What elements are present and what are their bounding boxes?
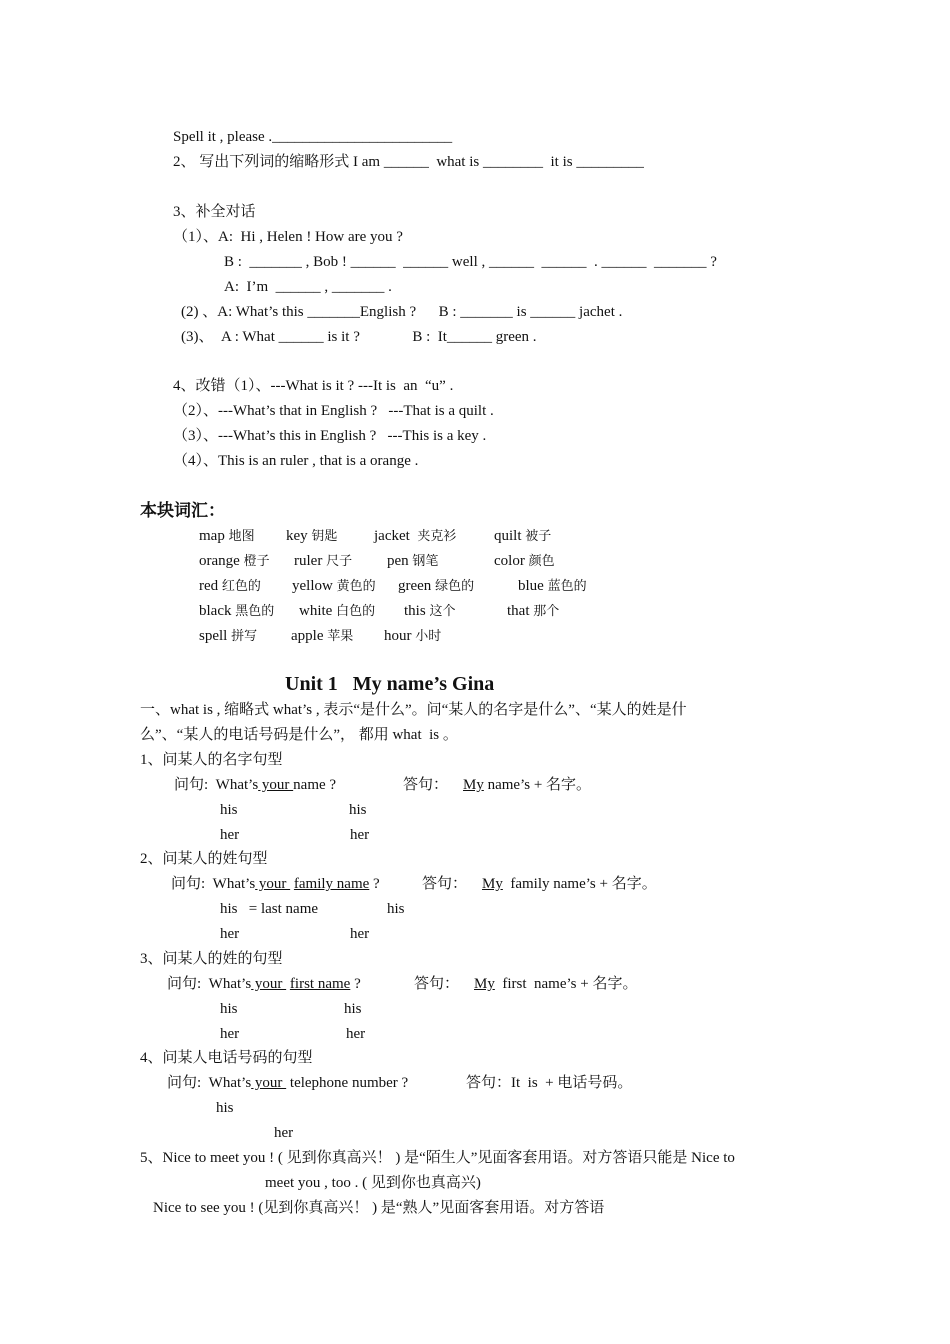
section-2-answer: 答句： My family name’s + 名字。 [422,876,657,892]
section-5-line-2: meet you , too . ( 见到你也真高兴) [265,1175,481,1191]
section-1-alt-his-answer: his [349,802,367,818]
section-2-heading: 2、问某人的姓句型 [140,851,268,867]
section-2-alt-his: his = last name [220,901,319,917]
correction-1: 4、改错（1）、---What is it ? ---It is an “u” . [173,378,454,394]
unit-intro-line-1: 一、what is , 缩略式 what’s , 表示“是什么”。问“某人的名字是什么”、“某人的姓是什 [140,702,687,718]
vocab-word: green 绿色的 [398,578,475,594]
section-4-question: 问句: What’s your telephone number ? [167,1075,409,1091]
spell-line: Spell it , please .________________________ [173,129,453,145]
vocab-word: spell 拼写 [199,628,258,644]
vocab-word: hour 小时 [384,628,442,644]
vocab-word: white 白色的 [299,603,376,619]
section-3-question: 问句: What’s your first name ? [167,976,361,992]
section-2-alt-his-answer: his [387,901,405,917]
section-5-line-1: 5、Nice to meet you ! ( 见到你真高兴！ ) 是“陌生人”见面客套用语。对方答语只能是 Nice to [140,1150,735,1166]
vocab-word: key 钥匙 [286,528,338,544]
vocab-word: pen 钢笔 [387,553,439,569]
section-4-heading: 4、问某人电话号码的句型 [140,1050,313,1066]
unit-title: Unit 1 My name’s Gina [285,673,495,695]
dialogue-3: (3)、 A : What ______ is it ? B : It______ green . [181,329,537,345]
vocab-word: orange 橙子 [199,553,270,569]
question-2: 2、 写出下列词的缩略形式 I am ______ what is ________ it is _________ [173,154,644,170]
section-1-alt-her: her [220,827,240,843]
vocab-word: map 地图 [199,528,255,544]
section-3-heading: 3、问某人的姓的句型 [140,951,283,967]
section-3-alt-her: her [220,1026,240,1042]
question-3-title: 3、补全对话 [173,204,256,220]
dialogue-1-a2: A: I’m ______ , _______ . [224,279,392,295]
vocab-word: jacket 夹克衫 [374,528,457,544]
section-1-alt-his: his [220,802,238,818]
section-4-alt-his: his [216,1100,234,1116]
vocab-word: blue 蓝色的 [518,578,587,594]
section-3-alt-his: his [220,1001,238,1017]
unit-intro-line-2: 么”、“某人的电话号码是什么”， 都用 what is 。 [140,727,458,743]
correction-2: （2）、---What’s that in English ? ---That is a quilt . [173,403,494,419]
section-1-answer: 答句： My name’s + 名字。 [403,777,592,793]
correction-4: （4）、This is an ruler , that is a orange . [173,453,419,469]
dialogue-2: (2) 、A: What’s this _______English ? B : _______ is ______ jachet . [181,304,623,320]
section-1-heading: 1、问某人的名字句型 [140,752,283,768]
vocab-word: apple 苹果 [291,628,354,644]
vocab-word: red 红色的 [199,578,261,594]
section-1-question: 问句: What’s your name ? [174,777,337,793]
section-3-answer: 答句： My first name’s + 名字。 [414,976,638,992]
section-5-line-3: Nice to see you ! (见到你真高兴！ ) 是“熟人”见面客套用语。对方答语 [153,1200,605,1216]
section-3-alt-her-answer: her [346,1026,366,1042]
dialogue-1-b: B : _______ , Bob ! ______ ______ well , ______ ______ . ______ _______ ? [224,254,717,270]
section-1-alt-her-answer: her [350,827,370,843]
section-4-answer: 答句：It is + 电话号码。 [466,1075,633,1091]
vocab-word: ruler 尺子 [294,553,353,569]
section-3-alt-his-answer: his [344,1001,362,1017]
vocab-word: black 黑色的 [199,603,275,619]
vocab-word: yellow 黄色的 [292,578,376,594]
section-2-alt-her-answer: her [350,926,370,942]
section-2-question: 问句: What’s your family name ? [171,876,380,892]
dialogue-1-a: （1）、A: Hi , Helen ! How are you ? [173,229,403,245]
vocab-word: that 那个 [507,603,560,619]
vocab-word: color 颜色 [494,553,555,569]
section-4-alt-her: her [274,1125,294,1141]
correction-3: （3）、---What’s this in English ? ---This is a key . [173,428,487,444]
vocab-word: quilt 被子 [494,528,552,544]
vocab-heading: 本块词汇： [140,501,225,520]
vocab-word: this 这个 [404,603,456,619]
section-2-alt-her: her [220,926,240,942]
